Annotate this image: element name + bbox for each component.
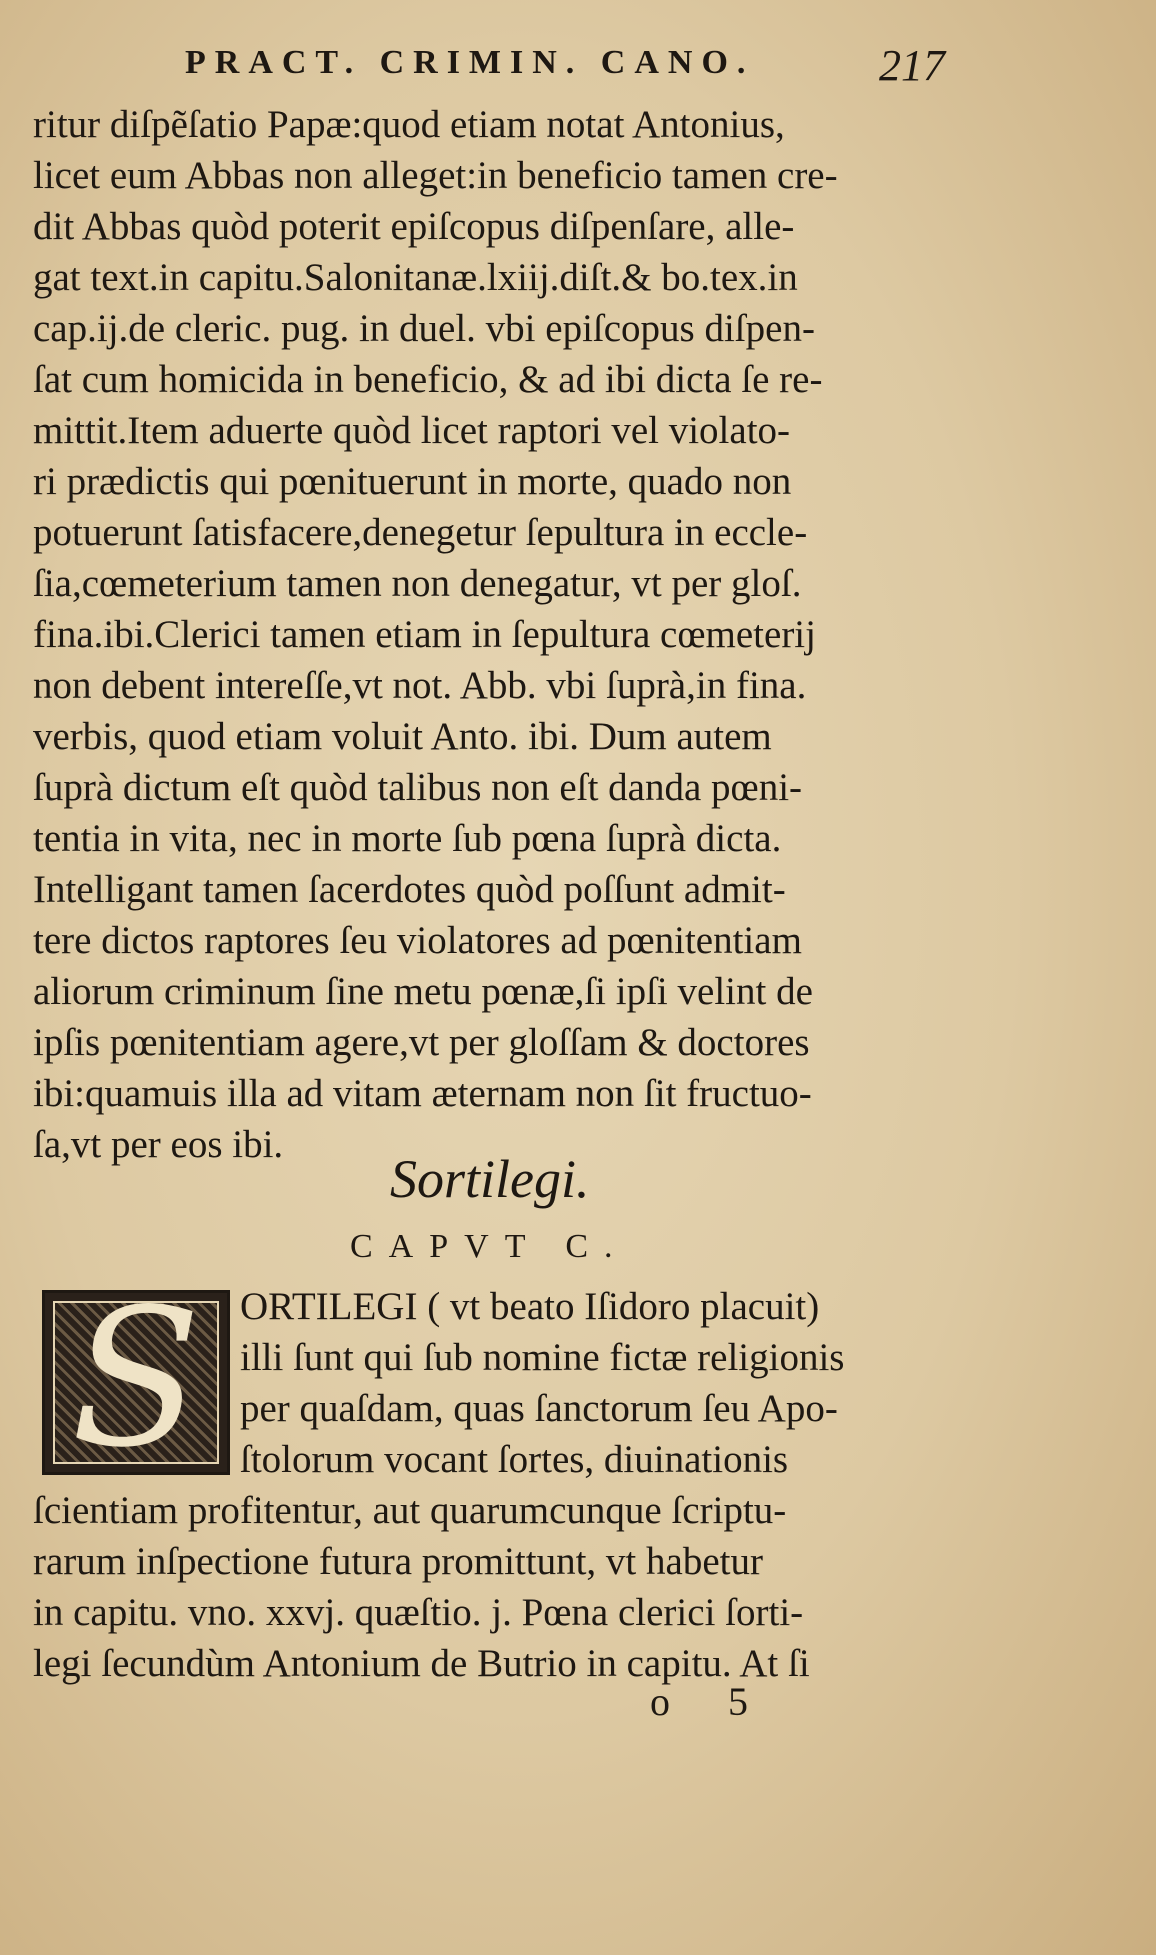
text-line: verbis, quod etiam voluit Anto. ibi. Dum autem: [33, 715, 772, 758]
text-line: fina.ibi.Clerici tamen etiam in ſepultura cœmeterij: [33, 613, 816, 656]
text-line: dit Abbas quòd poterit epiſcopus diſpenſare, alle-: [33, 205, 795, 248]
text-line: Intelligant tamen ſacerdotes quòd poſſunt admit-: [33, 868, 786, 911]
page-header: [185, 40, 955, 90]
text-line: ritur diſpẽſatio Papæ:quod etiam notat Antonius,: [33, 103, 785, 146]
signature-mark: o 5: [650, 1679, 772, 1724]
initial-letter: S: [70, 1268, 202, 1489]
decorated-initial: [42, 1268, 230, 1489]
text-line: aliorum criminum ſine metu pœnæ,ſi ipſi velint de: [33, 970, 813, 1013]
text-line: per quaſdam, quas ſanctorum ſeu Apo-: [240, 1387, 838, 1430]
text-line: ſia,cœmeterium tamen non denegatur, vt per gloſ.: [33, 562, 802, 605]
text-line: rarum inſpectione futura promittunt, vt habetur: [33, 1540, 763, 1583]
text-line: in capitu. vno. xxvj. quæſtio. j. Pœna clerici ſorti-: [33, 1591, 804, 1634]
text-line: illi ſunt qui ſub nomine fictæ religionis: [240, 1336, 845, 1379]
section-title: Sortilegi.: [390, 1149, 590, 1209]
running-head: PRACT. CRIMIN. CANO.: [185, 44, 755, 81]
page-number: 217: [879, 41, 945, 90]
text-line: gat text.in capitu.Salonitanæ.lxiij.diſt.& bo.tex.in: [33, 256, 798, 299]
text-line: ſtolorum vocant ſortes, diuinationis: [240, 1438, 789, 1481]
text-line: ſa,vt per eos ibi.: [33, 1123, 284, 1166]
text-line: tere dictos raptores ſeu violatores ad pœnitentiam: [33, 919, 802, 962]
text-line: licet eum Abbas non alleget:in beneficio tamen cre-: [33, 154, 838, 197]
text-line: ri prædictis qui pœnituerunt in morte, quado non: [33, 460, 792, 503]
text-line: ibi:quamuis illa ad vitam æternam non ſit fructuo-: [33, 1072, 812, 1115]
text-line: non debent intereſſe,vt not. Abb. vbi ſuprà,in fina.: [33, 664, 807, 707]
chapter-label: CAPVT C.: [350, 1228, 629, 1265]
text-line: tentia in vita, nec in morte ſub pœna ſuprà dicta.: [33, 817, 782, 860]
text-line: ipſis pœnitentiam agere,vt per gloſſam & doctores: [33, 1021, 810, 1064]
text-line: ORTILEGI ( vt beato Iſidoro placuit): [240, 1285, 820, 1328]
text-line: legi ſecundùm Antonium de Butrio in capitu. At ſi: [33, 1642, 810, 1685]
text-line: ſcientiam profitentur, aut quarumcunque ſcriptu-: [33, 1489, 787, 1532]
text-line: ſuprà dictum eſt quòd talibus non eſt danda pœni-: [33, 766, 803, 809]
text-line: potuerunt ſatisfacere,denegetur ſepultura in eccle-: [33, 511, 808, 554]
text-line: mittit.Item aduerte quòd licet raptori vel violato-: [33, 409, 791, 452]
text-line: ſat cum homicida in beneficio, & ad ibi dicta ſe re-: [33, 358, 823, 401]
text-line: cap.ij.de cleric. pug. in duel. vbi epiſcopus diſpen-: [33, 307, 815, 350]
